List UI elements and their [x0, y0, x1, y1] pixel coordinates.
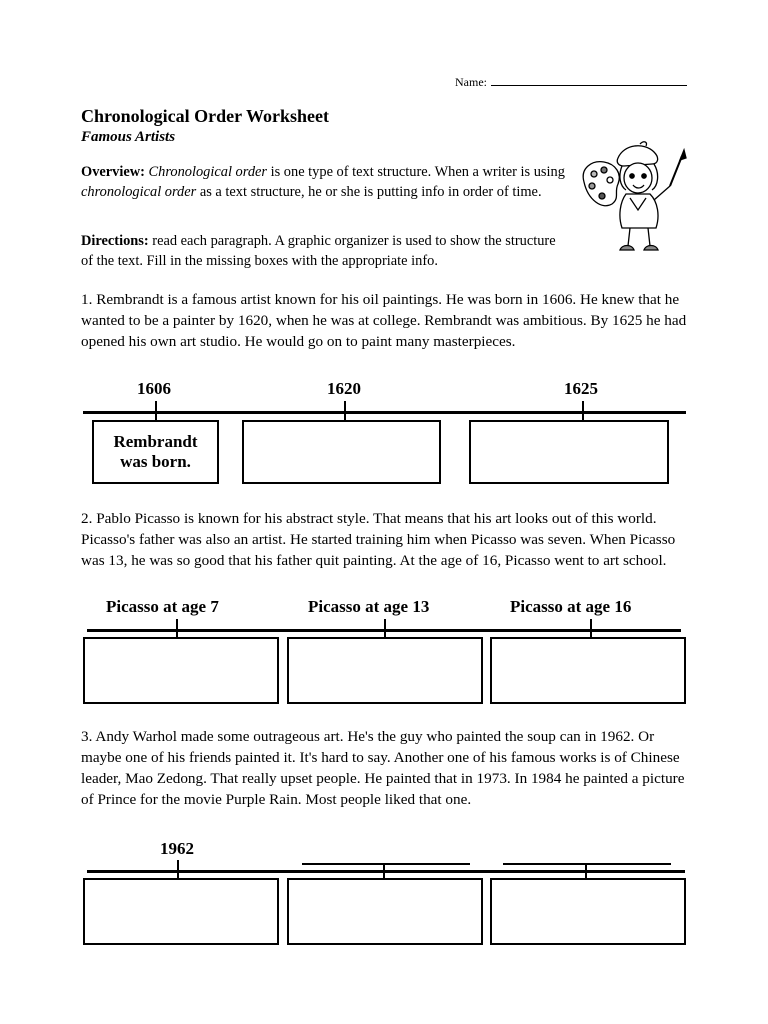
directions-label: Directions:	[81, 233, 149, 249]
overview-text-1: is one type of text structure. When a writer is using	[267, 164, 565, 180]
timeline-2-box-1[interactable]	[83, 637, 279, 704]
directions-text: read each paragraph. A graphic organizer is used to show the structure of the text. Fill in the missing boxes with the appropriate info.	[81, 233, 556, 269]
timeline-2-tick-3	[590, 619, 592, 637]
timeline-3-label-1: 1962	[160, 839, 194, 858]
directions-paragraph	[81, 231, 571, 271]
page-title: Chronological Order Worksheet	[81, 106, 330, 126]
timeline-3-label-blank-3[interactable]	[503, 863, 671, 865]
timeline-1-box-3[interactable]	[469, 420, 669, 484]
overview-text-2: as a text structure, he or she is putting info in order of time.	[196, 184, 542, 200]
timeline-2-tick-2	[384, 619, 386, 637]
timeline-1-tick-2	[344, 401, 346, 420]
timeline-3-box-1[interactable]	[83, 878, 279, 945]
page-subtitle: Famous Artists	[81, 129, 176, 145]
timeline-1-box-2[interactable]	[242, 420, 441, 484]
overview-paragraph	[81, 162, 571, 202]
paragraph-warhol: 3. Andy Warhol made some outrageous art. He's the guy who painted the soup can in 1962. Or maybe one of his friends painted it. It's hard to say. Another one of his famous works is of Chinese leader, Mao Zedong. That really upset people. He painted that in 1973. In 1984 he painted a picture of Prince for the movie Purple Rain. Most people liked that one.	[81, 728, 685, 808]
timeline-2-label-1: Picasso at age 7	[106, 597, 219, 616]
timeline-1-tick-3	[582, 401, 584, 420]
name-label: Name:	[455, 75, 487, 89]
paragraph-rembrandt: 1. Rembrandt is a famous artist known for his oil paintings. He was born in 1606. He knew that he wanted to be a painter by 1620, when he was at college. Rembrandt was ambitious. By 1625 he had opened his own art studio. He would go on to paint many masterpieces.	[81, 291, 687, 350]
timeline-2-label-2: Picasso at age 13	[308, 597, 430, 616]
girl-painter-with-palette-icon	[578, 140, 690, 262]
timeline-3-box-2[interactable]	[287, 878, 483, 945]
overview-term-1: Chronological order	[148, 164, 268, 180]
timeline-3-tick-1	[177, 860, 179, 878]
timeline-3-tick-2	[383, 863, 385, 878]
timeline-1-line	[83, 411, 686, 414]
timeline-2-box-3[interactable]	[490, 637, 686, 704]
timeline-1-tick-1	[155, 401, 157, 420]
timeline-3-tick-3	[585, 863, 587, 878]
timeline-1-label-3: 1625	[564, 379, 598, 398]
timeline-3-box-3[interactable]	[490, 878, 686, 945]
name-blank[interactable]	[491, 74, 687, 86]
timeline-2-tick-1	[176, 619, 178, 637]
timeline-3-label-blank-2[interactable]	[302, 863, 470, 865]
timeline-2-box-2[interactable]	[287, 637, 483, 704]
timeline-1-label-2: 1620	[327, 379, 361, 398]
timeline-1-box-1: Rembrandt was born.	[92, 420, 219, 484]
name-field[interactable]	[455, 74, 687, 90]
overview-term-2: chronological order	[81, 184, 197, 200]
overview-label: Overview:	[81, 164, 145, 180]
paragraph-picasso: 2. Pablo Picasso is known for his abstract style. That means that his art looks out of this world. Picasso's father was also an artist. He started training him when Picasso was seven. When Picasso was 13, he was so good that his father quit painting. At the age of 16, Picasso went to art school.	[81, 510, 676, 569]
timeline-1-label-1: 1606	[137, 379, 171, 398]
timeline-2-label-3: Picasso at age 16	[510, 597, 632, 616]
